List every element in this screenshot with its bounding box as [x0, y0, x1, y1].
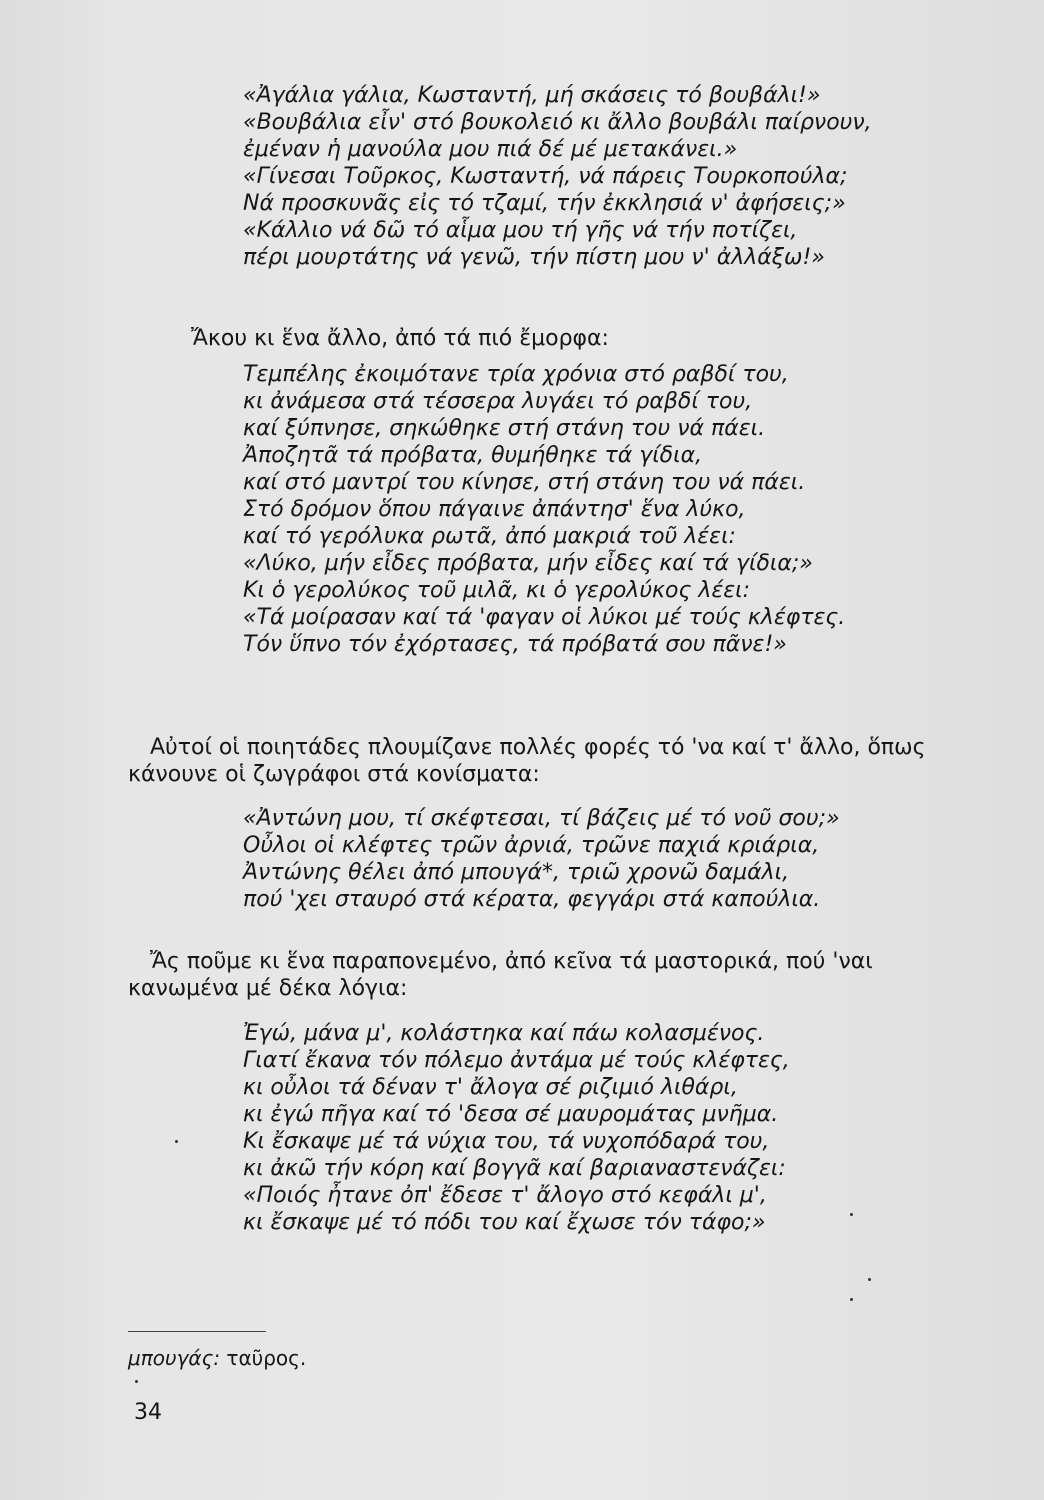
verse-line: Στό δρόμον ὅπου πάγαινε ἀπάντησ' ἕνα λύκο,	[243, 497, 746, 522]
verse-line: «Κάλλιο νά δῶ τό αἷμα μου τή γῆς νά τήν ποτίζει,	[243, 218, 798, 243]
poem-stanza-3	[0, 805, 1044, 913]
poem-stanza-1	[0, 82, 1044, 271]
prose-paragraph	[0, 948, 1044, 1002]
prose-line: Ἄκου κι ἕνα ἄλλο, ἀπό τά πιό ἔμορφα:	[191, 326, 609, 351]
verse-line: «Ἀντώνη μου, τί σκέφτεσαι, τί βάζεις μέ τό νοῦ σου;»	[243, 806, 840, 831]
prose-paragraph	[0, 734, 1044, 788]
verse-line: «Γίνεσαι Τοῦρκος, Κωσταντή, νά πάρεις Τουρκοπούλα;	[243, 164, 848, 189]
prose-paragraph	[0, 325, 1044, 352]
footnote	[128, 1346, 306, 1370]
verse-line: «Ποιός ἦτανε ὀπ' ἔδεσε τ' ἄλογο στό κεφάλι μ',	[243, 1183, 767, 1208]
verse-line: Ἀντώνης θέλει ἀπό μπουγά*, τριῶ χρονῶ δαμάλι,	[243, 860, 790, 885]
verse-line: Τεμπέλης ἐκοιμότανε τρία χρόνια στό ραβδί του,	[243, 362, 789, 387]
scan-speck	[850, 1298, 853, 1301]
prose-line: κανωμένα μέ δέκα λόγια:	[128, 976, 408, 1001]
verse-line: καί ξύπνησε, σηκώθηκε στή στάνη του νά πάει.	[243, 416, 766, 441]
scan-speck	[135, 1380, 138, 1383]
verse-line: καί στό μαντρί του κίνησε, στή στάνη του νά πάει.	[243, 470, 806, 495]
verse-line: Οὖλοι οἱ κλέφτες τρῶν ἀρνιά, τρῶνε παχιά κριάρια,	[243, 833, 820, 858]
prose-line: κάνουνε οἱ ζωγράφοι στά κονίσματα:	[128, 762, 540, 787]
verse-line: Κι ἔσκαψε μέ τά νύχια του, τά νυχοπόδαρά του,	[243, 1129, 770, 1154]
verse-line: πού 'χει σταυρό στά κέρατα, φεγγάρι στά καπούλια.	[243, 887, 821, 912]
footnote-definition: ταῦρος.	[220, 1346, 307, 1370]
footnote-term: μπουγάς:	[128, 1346, 221, 1370]
verse-line: «Ἀγάλια γάλια, Κωσταντή, μή σκάσεις τό βουβάλι!»	[243, 83, 821, 108]
verse-line: κι οὖλοι τά δέναν τ' ἄλογα σέ ριζιμιό λιθάρι,	[243, 1075, 738, 1100]
scan-speck	[850, 1213, 853, 1216]
poem-stanza-2	[0, 361, 1044, 658]
verse-line: Ἀποζητᾶ τά πρόβατα, θυμήθηκε τά γίδια,	[243, 443, 703, 468]
verse-line: κι ἔσκαψε μέ τό πόδι του καί ἔχωσε τόν τάφο;»	[243, 1210, 766, 1235]
scan-speck	[868, 1278, 871, 1281]
verse-line: Ἐγώ, μάνα μ', κολάστηκα καί πάω κολασμένος.	[243, 1021, 765, 1046]
verse-line: πέρι μουρτάτης νά γενῶ, τήν πίστη μου ν' ἀλλάξω!»	[243, 245, 825, 270]
prose-line: Ἄς ποῦμε κι ἕνα παραπονεμένο, ἀπό κεῖνα τά μαστορικά, πού 'ναι	[150, 949, 873, 974]
poem-stanza-4	[0, 1020, 1044, 1236]
verse-line: καί τό γερόλυκα ρωτᾶ, ἀπό μακριά τοῦ λέει:	[243, 524, 736, 549]
verse-line: Γιατί ἔκανα τόν πόλεμο ἀντάμα μέ τούς κλέφτες,	[243, 1048, 790, 1073]
verse-line: «Λύκο, μήν εἶδες πρόβατα, μήν εἶδες καί τά γίδια;»	[243, 551, 813, 576]
verse-line: Νά προσκυνᾶς εἰς τό τζαμί, τήν ἐκκλησιά ν' ἀφήσεις;»	[243, 191, 846, 216]
verse-line: κι ἐγώ πῆγα καί τό 'δεσα σέ μαυρομάτας μνῆμα.	[243, 1102, 779, 1127]
prose-line: Αὐτοί οἱ ποιητάδες πλουμίζανε πολλές φορές τό 'να καί τ' ἄλλο, ὅπως	[150, 735, 926, 760]
verse-line: κι ἀνάμεσα στά τέσσερα λυγάει τό ραβδί του,	[243, 389, 753, 414]
verse-line: Τόν ὕπνο τόν ἐχόρτασες, τά πρόβατά σου πᾶνε!»	[243, 632, 787, 657]
verse-line: Κι ὁ γερολύκος τοῦ μιλᾶ, κι ὁ γερολύκος λέει:	[243, 578, 751, 603]
scan-speck	[175, 1140, 178, 1143]
footnote-divider	[128, 1331, 266, 1332]
verse-line: κι ἀκῶ τήν κόρη καί βογγᾶ καί βαριαναστενάζει:	[243, 1156, 786, 1181]
verse-line: «Βουβάλια εἶν' στό βουκολειό κι ἄλλο βουβάλι παίρνουν,	[243, 110, 872, 135]
page-number: 34	[134, 1400, 162, 1425]
verse-line: «Τά μοίρασαν καί τά 'φαγαν οἱ λύκοι μέ τούς κλέφτες.	[243, 605, 846, 630]
verse-line: ἐμέναν ἡ μανούλα μου πιά δέ μέ μετακάνει.»	[243, 137, 738, 162]
